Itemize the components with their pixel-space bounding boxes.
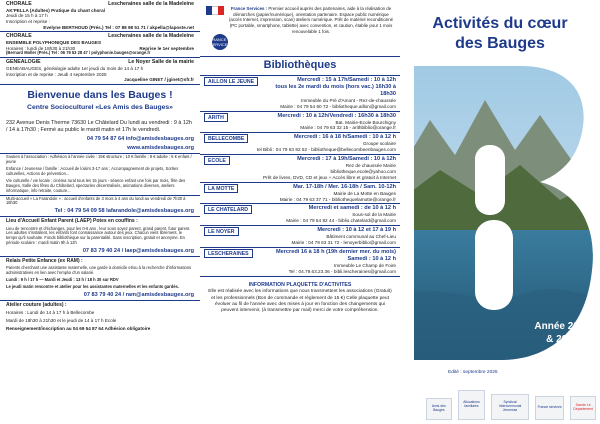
chorale2-place: Lescheraines salle de la Madeleine: [108, 33, 194, 40]
enfance-text: Enfance / Jeunesse / famille : Accueil de loisirs 3-17 ans ; Accompagnement de projets, Sorties culturelles, Actions de prévention...: [6, 166, 179, 176]
main-phone[interactable]: 04 79 54 87 64 info@amisdesbauges.org: [86, 136, 194, 143]
rpe-phone[interactable]: 07 83 79 40 24 / ram@amisdesbauges.org: [0, 291, 200, 301]
couture-title: Atelier couture (adultes) :: [6, 302, 67, 309]
france-services-logo-icon: FRANCE SERVICES: [212, 34, 228, 50]
genealogie-line: GENEABAUGES, généalogie adulte 1er jeudi du mois de 14 à 17 h: [6, 65, 144, 71]
title-line: Activités du cœur: [432, 15, 568, 32]
library-contact[interactable]: tel Bibli : 04 79 63 82 52 - bibliotheque@bellecombeenbauges.com: [256, 147, 396, 153]
library-item: [200, 112, 400, 134]
caf-logo-icon: Allocations familiales: [458, 390, 486, 420]
library-name: LE NOYER: [204, 227, 239, 236]
library-address: Sous-sol de la Mairie: [352, 212, 396, 218]
welcome-title: Bienvenue dans les Bauges !: [27, 89, 173, 102]
library-item: [200, 226, 400, 248]
genealogie-name: GENEALOGIE: [6, 59, 41, 66]
library-address: Rez de chaussée Mairie: [345, 163, 396, 169]
edition-date: Edité : septembre 2025: [448, 370, 498, 375]
syndicat-logo-icon: Syndicat Intercommunal Jeunesse: [491, 394, 528, 420]
library-address: Bat. Mairie-Ecole Bourchigny: [335, 119, 396, 125]
chorale-contact: Evelyne BERTHOUD (Prés.) Tel : 07 88 98 51 71 / akpella@laposte.net: [43, 24, 194, 30]
welcome-subtitle: Centre Socioculturel «Les Amis des Bauges»: [27, 104, 173, 112]
library-address: Immeuble Le Champ de Foire: [333, 262, 396, 268]
chorale2-name: CHORALE: [6, 33, 32, 40]
library-item: [200, 155, 400, 183]
library-address: Mairie de La Motte en Bauges: [333, 190, 396, 196]
france-services-title: France Services :: [230, 6, 268, 11]
library-address: Groupe scolaire: [362, 141, 396, 147]
library-hours: Mercredi 16 à 18 h (19h dernier mer. du mois): [275, 248, 396, 255]
library-name: ARITH: [204, 113, 228, 122]
soutien-text: Soutien à l'association : Adhésion à l'année civile : 15€ structure ; 10 € famille ; 8 € adulte ; 6 € enfant / jeune: [6, 154, 192, 165]
genealogie-place: Le Noyer Salle de la mairie: [128, 59, 194, 66]
chorale-line: AK'PELLA (Adultes) Pratique du chant choral: [6, 7, 105, 13]
library-hours: Mercredi : 17 à 19h/Samedi : 10 à 12h: [297, 156, 396, 163]
library-item: [200, 204, 400, 226]
library-contact[interactable]: Tel : 04.79.63.23.36 - bibli.lescheraines@gmail.com: [288, 268, 396, 274]
france-services-logo-icon: France services: [535, 396, 565, 420]
genealogie-line: inscription et de reprise : Jeudi 4 septembre 2025: [6, 71, 107, 77]
savoie-logo-icon: Savoie Le Département: [570, 396, 596, 420]
library-hours: Mar. 17-18h / Mer. 16-18h / Sam. 10-12h: [293, 183, 396, 190]
genealogie-contact: Jacqueline GINET / jginet@sfr.fr: [124, 77, 194, 83]
library-contact[interactable]: Mairie : 04 79 54 82 44 - biblio.chatelard@gmail.com: [286, 218, 396, 224]
chorale-line: Jeudi de 15 h à 17 h: [6, 13, 48, 19]
chorale2-line: ENSEMBLE POLYPHONIQUE DES BAUGES: [6, 39, 102, 45]
partner-logos: [426, 384, 596, 420]
couture-line: Mardi de 18h30 à 21h30 et le jeudi de 14 à 17 h Ecole: [6, 318, 117, 324]
chorale-name: CHORALE: [6, 1, 32, 7]
couture-registration: Renseignement/inscription au 04 69 54 87 64 Adhésion obligatoire: [6, 325, 151, 331]
library-name: LA MOTTE: [204, 184, 238, 193]
address: 232 Avenue Denis Therme 73630 Le Châtelard Du lundi au vendredi : 9 à 12h / 14 à 17h30 ; Fermé au public le mardi matin et 17h le vendredi.: [6, 119, 192, 133]
france-services-description: Premier accueil auprès des partenaires, aide à la réalisation de démarches (papier/numérique), orientation partenaire. Espace public numérique (accès Internet, impression, scan) ateliers numérique. Prêt de matériel reconditionné (PC portable, smartphone, tablette) avec convention, et caution, établie pour 1 mois renouvelable 1 fois.: [228, 6, 394, 34]
laep-phone[interactable]: 07 83 79 40 24 / laep@amisdesbauges.org: [0, 247, 200, 257]
year-label: [534, 320, 590, 346]
chorale2-section: [0, 32, 200, 58]
chorale2-contact: (Bernard Moller (Prés.) Tel : 06 79 53 28 47 / polyphonie.bauges@orange.fr: [6, 50, 151, 56]
year-line: & 2026: [546, 334, 579, 345]
genealogie-section: [0, 58, 200, 85]
rpe-note: Le jeudi matin rencontre et atelier pour les assistantes maternelles et les enfants gardés.: [6, 284, 179, 290]
library-item: [200, 133, 400, 155]
year-line: Année 2025: [534, 321, 590, 332]
library-name: ECOLE: [204, 156, 230, 165]
rpe-text: Parents cherchant une assistante maternelle, une garde à domicile et/ou à la recherche d'informations administratives en lien avec l'emploi d'un salarié.: [6, 265, 192, 276]
left-column: [0, 0, 200, 424]
library-extra: Samedi : 10 à 12 h: [347, 255, 396, 262]
farandole-phone[interactable]: Tel : 04 79 54 09 58 lafarandole@amisdesbauges.org: [0, 207, 200, 217]
library-address: Bâtiment communal au Chef-Lieu: [326, 234, 396, 240]
library-hours: Mercredi : 10 à 12h/Vendredi : 16h30 à 18h30: [277, 112, 396, 119]
library-contact[interactable]: bibliotheque.ecole@yahoo.com: [330, 168, 396, 174]
chorale2-line: Horaires : lundi de 18h30 à 21h30: [6, 45, 76, 51]
library-contact[interactable]: Mairie : 04 79 63 32 15 - arithbiblio@orange.fr: [300, 125, 396, 131]
laep-text: Lieu de rencontre et d'échanges, pour les 0-6 ans , leur sous soyez parent, grand parent, futur parent. Les adultes s'installent, les enfants font connaissance autour des jeux. Chacun vient librement, le temps qu'il souhaite. Fonds bibliothèque sur la parentalité. Sans inscription, gratuit et anonyme. En période scolaire : mardi matin 9h à 12h: [6, 225, 191, 246]
right-column: [400, 0, 600, 424]
page-title: [400, 14, 600, 54]
library-contact[interactable]: Mairie : 04 79 63 31 72 - lenoyerbiblio@gmail.com: [291, 239, 396, 245]
info-title: INFORMATION PLAQUETTE D'ACTIVITES: [248, 281, 352, 288]
laep-title: Lieu d'Accueil Enfant Parent (LAEP) Potes en couffins :: [6, 218, 138, 225]
library-hours: Mercredi : 16 à 18 h/Samedi : 10 à 12 h: [294, 134, 396, 141]
library-extra: Prêt de livres, DVD, CD et jeux + Accès libre et gratuit à Internet: [262, 174, 396, 180]
library-contact[interactable]: Mairie : 04 79 63 37 71 - bibliothequelamotte@orange.fr: [279, 196, 396, 202]
library-item: [200, 248, 400, 277]
library-contact[interactable]: Mairie : 04 79 54 60 72 - bibliotheque.aillon@gmail.com: [280, 103, 396, 109]
library-name: BELLECOMBE: [204, 134, 248, 143]
library-extra: tous les 2e mardi du mois (hors vac.) 16h30 à 18h30: [275, 83, 396, 97]
library-name: LE CHATELARD: [204, 205, 252, 214]
couture-line: Horaires : Lundi de 14 à 17 h à Bellecombe: [6, 310, 95, 316]
middle-column: [200, 0, 400, 424]
vie-culturelle-text: Vie culturelle / vie locale : cinéma rural tous les 15 jours - séance enfant une fois par mois, fête des Bauges, Salle des fêtes du Châtelard, spectacles décentralisés, animations diverses, ateliers informatique, info retraite, couture...: [0, 178, 200, 196]
chorale-place: Lescheraines salle de la Madeleine: [108, 1, 194, 7]
chorale-section: [0, 0, 200, 32]
library-hours: Mercredi : 15 à 17h/Samedi : 10 à 12h: [297, 76, 396, 83]
french-flag-icon: [206, 6, 224, 15]
amis-des-bauges-logo-icon: Amis des Bauges: [426, 398, 452, 420]
france-services-block: [200, 0, 400, 36]
library-item: [200, 183, 400, 205]
rpe-hours: Lundi : 9 h / 17 h — Mardi et Jeudi : 13 h / 18 h 30 sur RDV: [6, 277, 119, 283]
website-link[interactable]: www.amisdesbauges.org: [0, 144, 200, 154]
title-line: des Bauges: [455, 35, 545, 52]
france-services-text: [228, 6, 394, 34]
library-hours: Mercredi : 10 à 12 et 17 à 19 h: [317, 227, 396, 234]
chorale2-reprise: Reprise le 1er septembre: [139, 45, 194, 51]
rpe-title: Relais Petite Enfance (ex RAM) :: [6, 258, 83, 265]
info-text: Elle est réalisée avec les informations que nous transmettent les associations (Gratuit) et les professionnels (Bon de commande et règlement de 15 €) Celle plaquette peut évoluer au fil de l'année avec des mises à jour en fonction des changements qui peuvent intervenir, (à transmettre par mail) merci de votre compréhension.: [208, 289, 392, 314]
library-item: [200, 76, 400, 112]
library-hours: Mercredi et samedi : de 10 à 12 h: [308, 205, 396, 212]
multi-accueil-text: Multi-accueil « La Farandole » : accueil d'enfants de 3 mois à 4 ans du lundi au vendredi de 7h30 à 18h30: [6, 195, 186, 206]
library-name: LESCHERAINES: [204, 249, 253, 258]
library-name: AILLON LE JEUNE: [204, 77, 258, 86]
libraries-title: Bibliothèques: [200, 56, 400, 76]
chorale-line: Inscription et reprise :: [6, 18, 50, 24]
library-address: Immeuble du Pré d'Amont - Rez-de-chaussée: [301, 97, 396, 103]
